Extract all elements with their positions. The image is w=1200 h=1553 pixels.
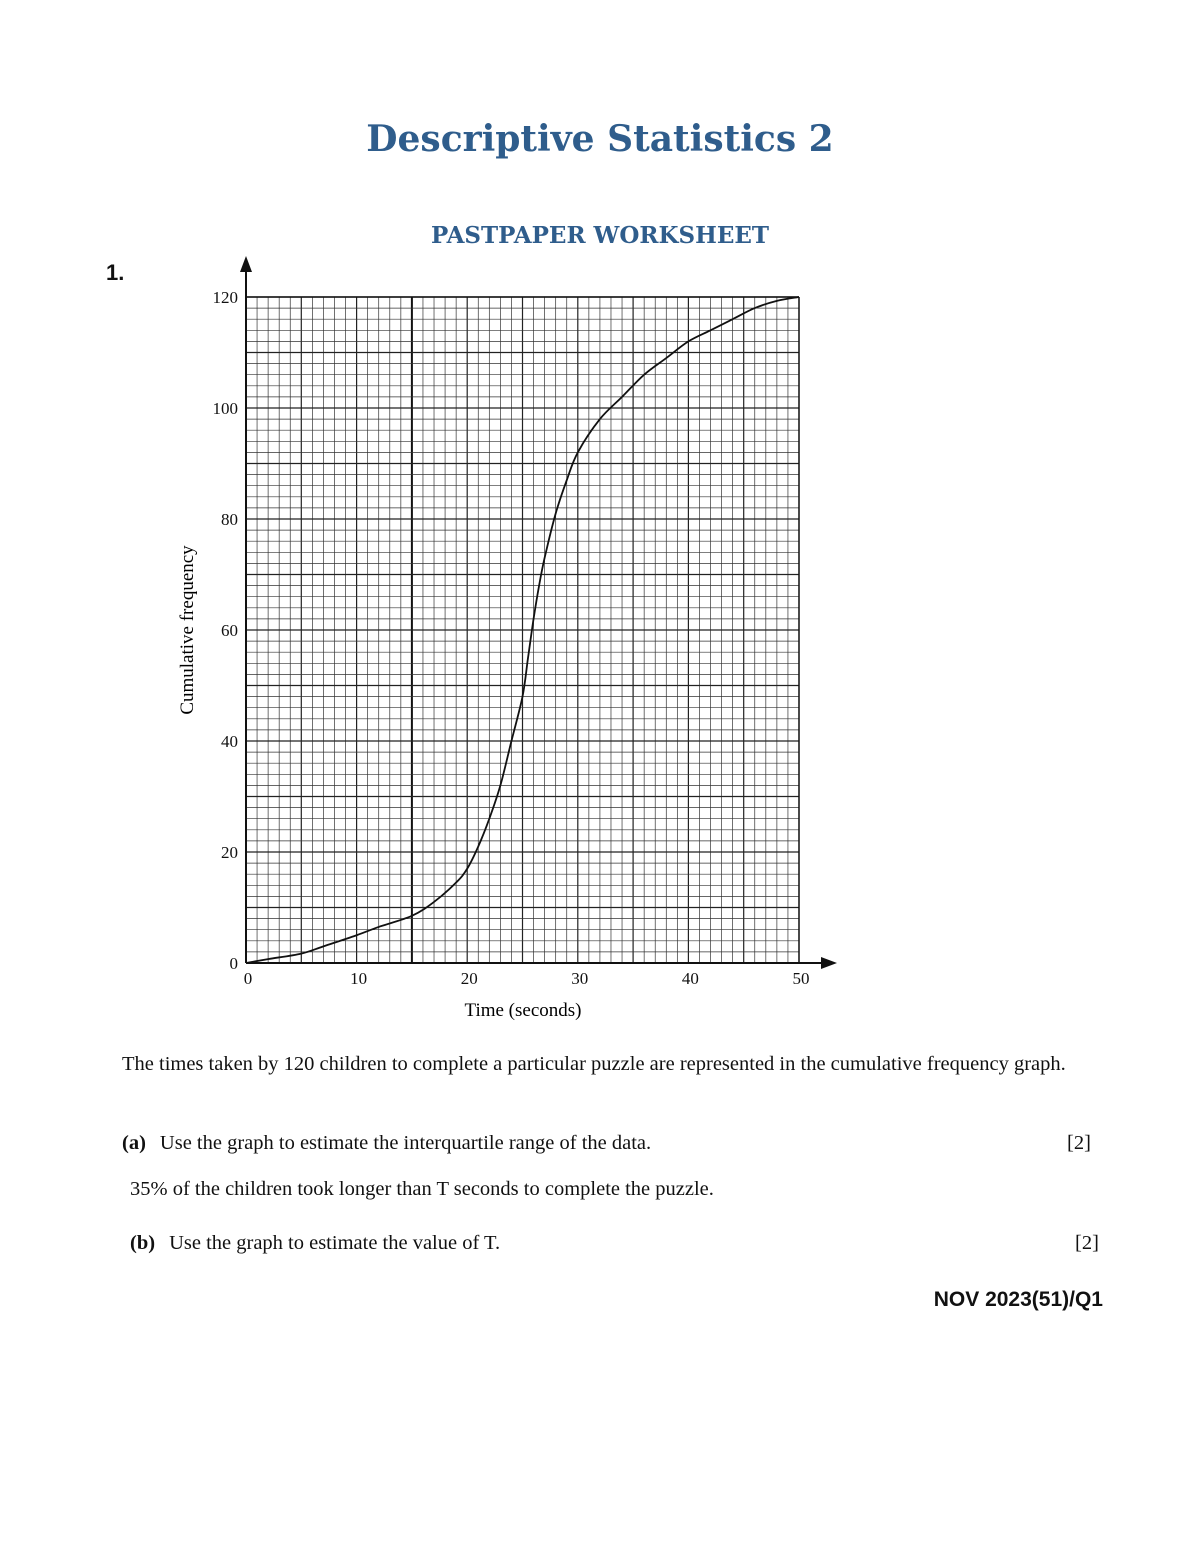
y-tick-label: 0 [229,954,238,973]
part-b-label: (b) [130,1232,156,1254]
part-a-text: Use the graph to estimate the interquartile range of the data. [159,1132,652,1154]
part-a-label: (a) [122,1132,146,1154]
page-subtitle: PASTPAPER WORKSHEET [430,222,770,249]
part-b-text: Use the graph to estimate the value of T. [169,1232,501,1254]
chart-tick-labels [213,288,810,988]
y-axis-label: Cumulative frequency [177,545,198,715]
y-tick-label: 100 [212,399,238,418]
x-tick-label: 20 [460,969,478,988]
part-b [130,1232,500,1255]
paper-reference: NOV 2023(51)/Q1 [933,1288,1103,1311]
statement: 35% of the children took longer than T seconds to complete the puzzle. [130,1178,714,1200]
y-tick-label: 80 [221,510,238,529]
part-a-marks: [2] [1067,1132,1091,1154]
x-axis-arrow [821,957,837,969]
x-tick-label: 50 [792,969,810,988]
chart-axes [240,256,837,969]
x-tick-label: 0 [243,969,253,988]
part-a [122,1132,651,1155]
y-axis-arrow [240,256,252,272]
page-title: Descriptive Statistics 2 [366,118,834,160]
y-tick-label: 120 [212,288,238,307]
chart-grid [246,297,799,963]
question-number: 1. [106,260,125,285]
question-intro: The times taken by 120 children to complete a particular puzzle are represented in the cumulative frequency graph. [122,1053,1066,1075]
y-tick-label: 20 [221,843,238,862]
x-axis-label: Time (seconds) [464,1000,582,1021]
part-b-marks: [2] [1075,1232,1099,1254]
x-tick-label: 10 [350,969,368,988]
x-tick-label: 40 [681,969,699,988]
y-tick-label: 40 [221,732,238,751]
x-tick-label: 30 [571,969,589,988]
y-tick-label: 60 [221,621,238,640]
